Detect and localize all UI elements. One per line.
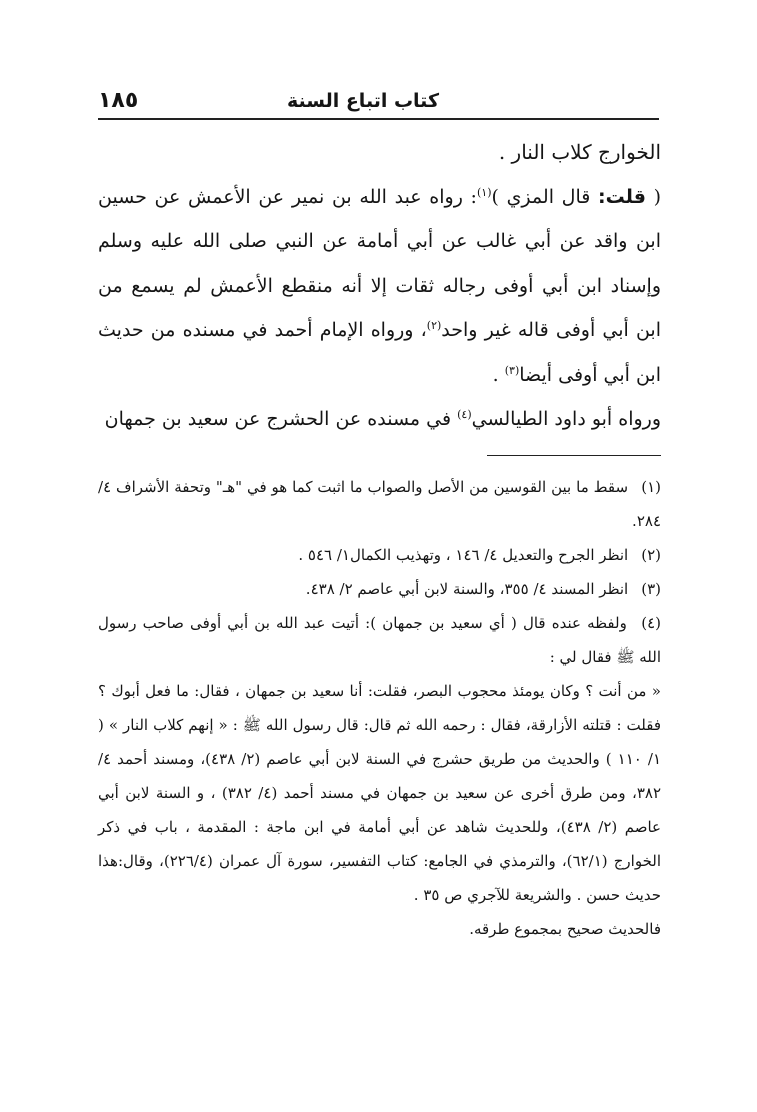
footnote-1: [98, 470, 661, 538]
footnote-4-quote: « من أنت ؟ وكان يومئذ محجوب البصر، فقلت: أنا سعيد بن جمهان ، فقال: ما فعل أبوك ؟ فقلت : قتلته الأزارقة، فقال : رحمه الله ثم قال: قال رسول الله ﷺ : « إنهم كلاب النار » ( ١/ ١١٠ ) والحديث من طريق حشرج في السنة لابن أبي عاصم (٢/ ٤٣٨)، ومسند أحمد ٤/ ٣٨٢، ومن طرق أخرى عن سعيد بن جمهان في مسند أحمد (٤/ ٣٨٢) ، و السنة لابن أبي عاصم (٢/ ٤٣٨)، وللحديث شاهد عن أبي أمامة في ابن ماجة : المقدمة ، باب في ذكر الخوارج (٦٢/١)، والترمذي في الجامع: كتاب التفسير، سورة آل عمران (٢٢٦/٤)، وقال:هذا حديث حسن . والشريعة للآجري ص ٣٥ .: [98, 682, 662, 904]
text-segment: ورواه أبو داود الطيالسي: [471, 408, 661, 430]
paragraph-opening: الخوارج كلاب النار .: [498, 140, 661, 164]
footnote-text: انظر المسند ٤/ ٣٥٥، والسنة لابن أبي عاصم ٢/ ٤٣٨.: [305, 580, 629, 598]
footnote-number: (٣): [641, 580, 661, 598]
footnote-text: انظر الجرح والتعديل ٤/ ١٤٦ ، وتهذيب الكمال١/ ٥٤٦ .: [298, 546, 629, 564]
footnote-closing: فالحديث صحيح بمجموع طرقه.: [469, 920, 661, 938]
footnote-4: [98, 606, 661, 674]
footnote-ref-3[interactable]: (٣): [504, 363, 520, 377]
footnote-divider: [487, 455, 661, 456]
paragraph-qultu: [98, 175, 661, 398]
footnote-number: (١): [641, 478, 661, 496]
text-segment: قال المزي ): [491, 185, 591, 208]
main-text: [98, 130, 661, 442]
footnote-number: (٢): [641, 546, 661, 564]
footnote-ref-4[interactable]: (٤): [457, 408, 472, 421]
text-segment: في مسنده عن الحشرج عن سعيد بن جمهان: [104, 408, 458, 430]
footnote-text: سقط ما بين القوسين من الأصل والصواب ما اثبت كما هو في "هـ" وتحفة الأشراف ٤/ ٢٨٤.: [98, 478, 661, 530]
paragraph-tayalisi: [98, 397, 661, 442]
page-number: ١٨٥: [98, 88, 139, 113]
text-segment: ، ورواه الإمام أحمد في مسنده من حديث ابن أبي أوفى أيضا: [98, 319, 661, 386]
footnote-ref-2[interactable]: (٢): [426, 319, 442, 332]
text-segment: .: [492, 363, 505, 386]
footnote-3: [98, 572, 661, 606]
footnote-text: ولفظه عنده قال ( أي سعيد بن جمهان ): أتيت عبد الله بن أبي أوفى صاحب رسول الله ﷺ فقال لي :: [98, 614, 661, 666]
running-title: كتاب اتباع السنة: [286, 90, 439, 112]
footnotes: [98, 470, 661, 946]
footnote-ref-1[interactable]: (١): [476, 185, 492, 199]
page-header: [98, 88, 659, 120]
qultu-label: قلت:: [597, 185, 646, 208]
footnote-number: (٤): [641, 614, 661, 632]
footnote-2: [98, 538, 661, 572]
open-paren: (: [653, 185, 661, 208]
text-segment: : رواه عبد الله بن نمير عن الأعمش عن حسين ابن واقد عن أبي غالب عن أبي أمامة عن النبي صلى الله عليه وسلم وإسناد ابن أبي أوفى رجاله ثقات إلا أنه منقطع الأعمش لم يسمع من ابن أبي أوفى قاله غير واحد: [98, 185, 661, 341]
